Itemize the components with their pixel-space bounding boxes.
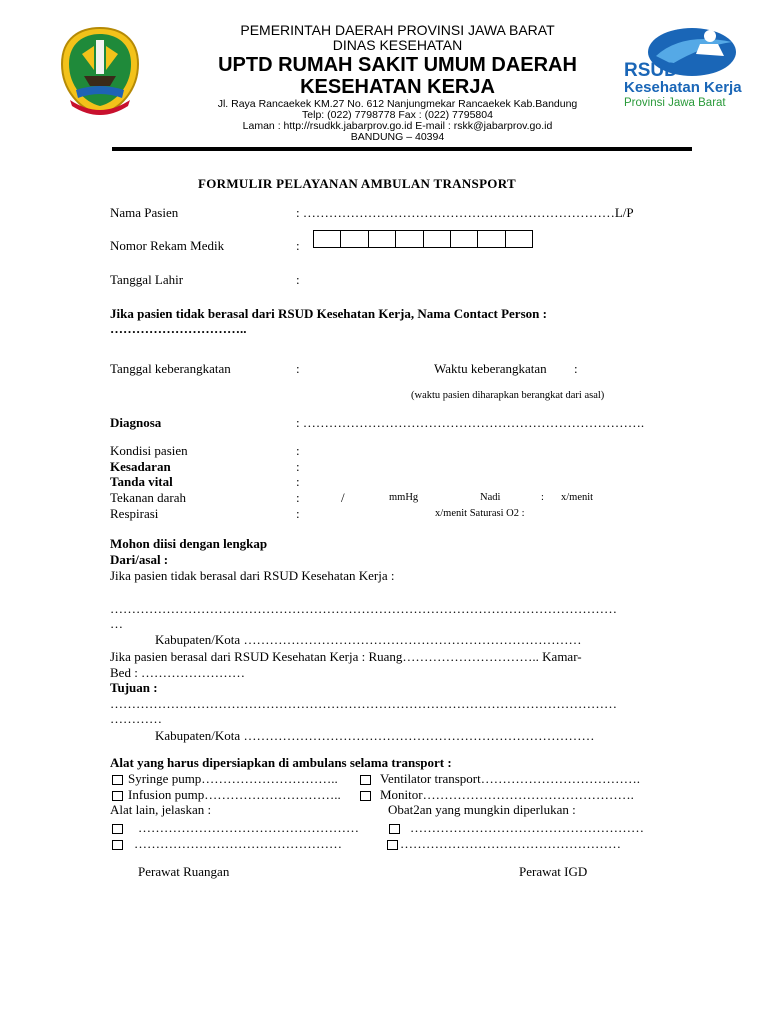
respirasi-label: Respirasi [110, 506, 159, 521]
vital-colon: : [296, 474, 300, 489]
rsud-logo-l3: Provinsi Jawa Barat [624, 97, 726, 109]
mmhg-unit: mmHg [389, 492, 419, 503]
west-java-emblem [58, 24, 142, 116]
header-title1: UPTD RUMAH SAKIT UMUM DAERAH [218, 54, 577, 76]
nadi-unit: x/menit [561, 492, 594, 503]
lahir-label: Tanggal Lahir [110, 272, 184, 287]
tujuan-label: Tujuan : [110, 680, 158, 695]
nadi-label: Nadi [480, 492, 501, 503]
lahir-colon: : [296, 272, 300, 287]
obat-dots-2[interactable]: …………………………………………… [400, 836, 621, 851]
dari-label: Dari/asal : [110, 552, 169, 567]
obat-label: Obat2an yang mungkin diperlukan : [388, 802, 576, 817]
perawat-igd-label: Perawat IGD [519, 864, 588, 879]
alat-title: Alat yang harus dipersiapkan di ambulans selama transport : [110, 755, 452, 770]
header-line1: PEMERINTAH DAERAH PROVINSI JAWA BARAT [240, 22, 555, 38]
tekanan-slash: / [341, 490, 345, 505]
rsud-logo-l2: Kesehatan Kerja [624, 79, 742, 96]
berangkat-label: Tanggal keberangkatan [110, 361, 231, 376]
kesadaran-colon: : [296, 459, 300, 474]
waktu-note: (waktu pasien diharapkan berangkat dari asal) [411, 390, 605, 401]
kondisi-label: Kondisi pasien [110, 443, 188, 458]
contact-dots[interactable]: ………………………….. [110, 321, 247, 336]
contact-label: Jika pasien tidak berasal dari RSUD Kesehatan Kerja, Nama Contact Person : [110, 306, 547, 321]
kabupaten-tujuan[interactable]: Kabupaten/Kota ……………………………………………………………………… [155, 728, 595, 743]
rm-colon: : [296, 238, 300, 253]
infusion-label: Infusion pump………………………….. [128, 787, 341, 802]
waktu-colon: : [574, 361, 578, 376]
mohon-label: Mohon diisi dengan lengkap [110, 536, 268, 551]
monitor-label: Monitor…………………………………………. [380, 787, 634, 802]
dari-dots-1[interactable]: ……………………………………………………………………………………………………… [110, 601, 617, 616]
kondisi-colon: : [296, 443, 300, 458]
bed-line[interactable]: Bed : …………………… [110, 665, 246, 680]
header-title2: KESEHATAN KERJA [300, 76, 495, 98]
alat-lain-dots-2[interactable]: ………………………………………… [134, 836, 342, 851]
rm-label: Nomor Rekam Medik [110, 238, 225, 253]
obat-checkbox-2[interactable] [387, 836, 398, 854]
dari-dots-2[interactable]: … [110, 616, 123, 631]
diagnosa-label: Diagnosa [110, 415, 162, 430]
waktu-label: Waktu keberangkatan [434, 361, 547, 376]
syringe-label: Syringe pump………………………….. [128, 771, 338, 786]
monitor-checkbox[interactable] [360, 787, 371, 805]
tekanan-colon: : [296, 490, 300, 505]
header-address: Jl. Raya Rancaekek KM.27 No. 612 Nanjungmekar Rancaekek Kab.Bandung [217, 98, 578, 110]
diagnosa-field[interactable]: : ……………………………………………………………………. [296, 415, 645, 430]
header-divider [112, 147, 692, 151]
rsud-logo-l1: RSUD [624, 60, 678, 81]
rsud-logo [622, 26, 768, 114]
tekanan-label: Tekanan darah [110, 490, 186, 505]
nadi-colon: : [541, 492, 544, 503]
alat-lain-checkbox-2[interactable] [112, 836, 123, 854]
perawat-ruangan-label: Perawat Ruangan [138, 864, 230, 879]
header-line2: DINAS KESEHATAN [332, 37, 463, 53]
respirasi-colon: : [296, 506, 300, 521]
header-phone: Telp: (022) 7798778 Fax : (022) 7795804 [302, 109, 493, 121]
tujuan-dots-1[interactable]: ……………………………………………………………………………………………………… [110, 696, 617, 711]
alat-lain-dots-1[interactable]: …………………………………………… [138, 820, 359, 835]
ruang-line[interactable]: Jika pasien berasal dari RSUD Kesehatan Kerja : Ruang………………………….. Kamar- [110, 649, 582, 664]
vital-label: Tanda vital [110, 474, 173, 489]
alat-lain-label: Alat lain, jelaskan : [110, 802, 212, 817]
rm-boxes[interactable] [313, 230, 533, 248]
nama-label: Nama Pasien [110, 205, 179, 220]
header-city: BANDUNG – 40394 [350, 131, 445, 143]
ventilator-label: Ventilator transport………………………………. [380, 771, 640, 786]
dari-note: Jika pasien tidak berasal dari RSUD Kesehatan Kerja : [110, 568, 395, 583]
kabupaten-asal[interactable]: Kabupaten/Kota …………………………………………………………………… [155, 632, 582, 647]
nama-field[interactable]: : ………………………………………………………………L/P [296, 205, 634, 220]
header-web: Laman : http://rsudkk.jabarprov.go.id E-mail : rskk@jabarprov.go.id [242, 120, 553, 132]
form-title: FORMULIR PELAYANAN AMBULAN TRANSPORT [198, 176, 516, 191]
saturasi-label: x/menit Saturasi O2 : [435, 508, 525, 519]
tujuan-dots-2[interactable]: ………… [110, 711, 162, 726]
berangkat-colon: : [296, 361, 300, 376]
obat-dots-1[interactable]: ……………………………………………… [410, 820, 644, 835]
kesadaran-label: Kesadaran [110, 459, 171, 474]
